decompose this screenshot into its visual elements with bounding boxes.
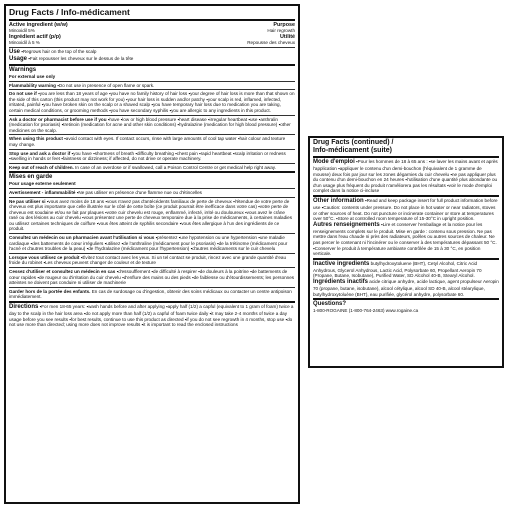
ne-pas-utiliser-label: Ne pas utiliser si [9,198,46,204]
autres-renseignements-label: Autres renseignements [313,221,380,228]
avertissement-label: Avertissement - inflammabilité [9,189,76,195]
questions-label: Questions? [313,301,347,308]
lorsque-text: ▪Évitez tout contact avec les yeux. Si un tel contact se produit, rincez avec une grande quantité d'eau froide du robinet ▪Les cheveux peuvent changer de couleur et de texture [9,254,286,266]
mises-sub: Pour usage externe seulement [9,181,76,187]
divider [9,188,295,189]
when-using-section [9,136,295,147]
divider [9,171,295,173]
consultez-text: ▪présentez ▪une hypotension ou une hypertension ▪une maladie cardiaque ▪des battements de cœur irréguliers ▪utilisez ▪de l'anthraline (médicament pour le psoriasis) ▪de la trétinoïne (médicament pour l'acné et d'autres troubles de la peau) ▪de l'hydralazine (médicament pour l'hypertension) ▪d'autres médicaments sur le cuir chevelu [9,235,288,252]
ingredient-actif-row [9,40,295,46]
keep-out-text: In case of an overdose or if swallowed, call a Poison Control Centre or get medical help right away. [75,164,276,170]
divider [313,156,499,158]
inactive-ingredients-label: Inactive ingredients [313,260,370,267]
use-section [9,49,295,56]
mode-emploi-label: Mode d'emploi [313,159,355,165]
other-information-text: ▪Read and keep package insert for full product information before use ▪Caution: contents under pressure. Do not place in hot water or near radiators, stoves or other sources of heat. Do not puncture or incinerate container or store at temperatures over 50°C. ▪Store at controlled room temperature of 15-30°C in upright position. [313,197,498,222]
ask-doctor-section [9,117,295,134]
mode-emploi-section [313,159,499,194]
directions-section [9,304,295,328]
do-not-use-text: ▪you are less than 18 years of age ▪you have no family history of hair loss ▪your degree of hair loss is more than that shown on the side of this carton (this product may not work for you) ▪your hair loss is sudden and/or patchy ▪your scalp is red, inflamed, infected, irritated, painful ▪you have broken skin on the scalp or a shaved scalp ▪you have temporary hair loss due to medication you are taking, certain medical conditions, or grooming methods ▪you have secondary syphilis ▪you are allergic to any ingredients in this product. [9,91,295,113]
garder-label: Garder hors de la portée des enfants. [9,288,91,294]
ingredient-name-fr: Minoxidil à 5 % [9,40,40,46]
ingredients-inactifs-label: Ingrédients inactifs [313,278,369,285]
ingredient-actif-label: Ingrédient actif (p/p) [9,34,61,40]
divider [9,81,295,82]
divider [9,134,295,135]
garder-text: En cas de surdosage ou d'ingestion, obtenir des soins médicaux ou contacter un centre antipoison immédiatement. [9,288,292,300]
keep-out-label: Keep out of reach of children. [9,164,74,170]
panel-title-line-1: Drug Facts (continued) / [313,139,394,146]
ingredients-inactifs-section [313,279,499,297]
use-text: ▪Regrows hair on the top of the scalp [21,49,97,54]
cessez-label: Cessez d'utiliser et consultez un médecin en cas [9,269,116,275]
ingredient-purpose: Hair regrowth [267,28,295,34]
usage-section [9,56,295,63]
divider [9,287,295,288]
divider [9,301,295,303]
garder-section [9,289,295,300]
cessez-section [9,269,295,286]
mode-emploi-text: ▪Pour les hommes de 18 à 65 ans : ▪se laver les mains avant et après l'application ▪appliquer le contenu d'un demi-bouchon (l'équivalent de 1 gramme de mousse) deux fois par jour sur les zones dégarnies du cuir chevelu ▪ne pas appliquer plus du contenu d'un demi-bouchon en 24 heures ▪l'utilisation d'une quantité plus abondante ou d'un usage plus fréquent du produit n'améliorera pas les résultats ▪voir le mode d'emploi complet dans la notice ci-incluse [313,159,498,194]
warnings-sub: For external use only [9,74,56,79]
mises-en-garde-heading: Mises en garde [9,174,53,181]
divider [9,19,295,21]
avertissement-section [9,190,295,196]
usage-label: Usage [9,56,28,62]
cessez-text: ▪d'essoufflement ▪de difficulté à respirer ▪de douleurs à la poitrine ▪de battements de cœur rapides ▪de rougeur ou d'irritation du cuir chevelu ▪d'enflure des mains ou des pieds ▪de faiblesse ou d'étourdissements; les personnes atteintes ne doivent pas conduire ni utiliser de machinerie [9,269,295,286]
directions-label: Directions [9,304,39,310]
active-ingredient-label: Active ingredient (w/w) [9,22,68,28]
utilite-label: Utilité [280,34,295,40]
autres-renseignements-text: ▪Lire et conserver l'emballage et la notice pour les renseignements complets sur le produit. Mise en garde : contenu sous pression. Ne pas mettre dans l'eau chaude ni près des radiateurs, poêles ou autres sources de chaleur. Ne pas percer le contenant ni l'incinérer ou le conserver à des températures dépassant 50 °C. ▪Conserver le produit à température ambiante contrôlée de 15 à 30 °C, en position verticale. [313,221,497,257]
panel-title: Drug Facts / Info-médicament [9,7,130,17]
drug-facts-panel [4,4,300,504]
usage-text: ▪Fait repousser les cheveux sur le dessus de la tête [28,56,134,61]
keep-out-section [9,165,295,171]
ingredient-purpose-fr: Repousse des cheveux [247,40,295,46]
divider [9,197,295,198]
ne-pas-utiliser-text: ▪vous avez moins de 18 ans ▪vous n'avez pas d'antécédents familiaux de perte de cheveux ▪l'étendue de votre perte de cheveux est plus importante que celle illustrée sur le côté de cette boîte (ce produit pourrait être inefficace dans votre cas) ▪votre perte de cheveux est soudaine et/ou se fait par plaques ▪votre cuir chevelu est rouge, enflammé, infecté, irrité ou douloureux ▪vous avez le crâne rasé ou des lésions au cuir chevelu ▪vous présentez une perte de cheveux temporaire due à la prise de médicaments, à certaines maladies ou utilisez certaines techniques de coiffure ▪vous êtes atteint de syphilis secondaire ▪vous êtes allergique à l'un des ingrédients de ce produit. [9,198,293,232]
use-label: Use [9,49,21,55]
divider [9,233,295,234]
ingredient-name: Minoxidil 5% [9,28,35,34]
divider [9,149,295,150]
other-information-section [313,198,499,222]
divider [9,163,295,164]
purpose-label: Purpose [273,22,295,28]
divider [9,64,295,66]
ask-doctor-text: ▪have ▪low or high blood pressure ▪heart disease ▪irregular heartbeat ▪use ▪anthralin (medication for psoriasis) ▪tretinoin (medication for acne and other skin conditions) ▪hydralazine (medication for high blood pressure) ▪other medicines on the scalp. [9,116,291,133]
divider [313,195,499,197]
do-not-use-label: Do not use if [9,91,37,97]
stop-use-label: Stop use and ask a doctor if [9,150,71,156]
divider [9,267,295,268]
directions-text: ▪For men 18-65 years: ▪wash hands before and after applying ▪apply half (1/2) a capful (equivalent to 1 gram of foam) twice a day to the scalp in the hair loss area ▪do not apply more than half (1/2) a capful of foam twice daily ▪it may take 2-4 months of twice a day usage before you see results ▪for best results, continue to use this product as directed ▪if you do not see regrowth in 4 months, stop use ▪do not use more than directed; using more does not improve results ▪it is important to read the enclosed instructions [9,304,294,328]
do-not-use-section [9,91,295,113]
flammability-label: Flammability warning [9,82,56,88]
other-information-label: Other information [313,197,364,204]
inactive-ingredients-text: butylhydroxytoluene (BHT), Cetyl Alcohol, Citric Acid Anhydrous, Glycerol Anhydrous, Lactic Acid, Polysorbate 60, Propellant Aeropin 70 (Propane, Butane, Isobutane), Purified Water, SD Alcohol 40-B, Stearyl Alcohol. [313,260,482,279]
consultez-label: Consultez un médecin ou un pharmacien avant l'utilisation si vous [9,235,155,241]
flammability-text: ▪Do not use in presence of open flame or spark. [57,82,155,88]
consultez-section [9,235,295,252]
divider [9,115,295,116]
lorsque-label: Lorsque vous utilisez ce produit [9,254,80,260]
questions-text: 1-800-ROGAINE (1-800-764-2463) www.rogaine.ca [313,308,419,314]
stop-use-section [9,151,295,162]
divider [9,89,295,90]
warnings-heading: Warnings [9,67,37,73]
drug-facts-continued-panel [308,136,504,368]
panel-title-line-2: Info-médicament (suite) [313,147,392,154]
lorsque-section [9,255,295,266]
inactive-ingredients-section [313,261,499,279]
flammability-section [9,83,295,89]
divider [9,253,295,254]
when-using-text: ▪avoid contact with eyes. If contact occurs, rinse with large amounts of cool tap water ▪hair colour and texture may change. [9,136,286,147]
avertissement-text: ▪Ne pas utiliser en présence d'une flamme nue ou d'étincelles [76,189,202,195]
divider [313,298,499,300]
ask-doctor-label: Ask a doctor or pharmacist before use if you [9,116,107,122]
autres-renseignements-section [313,222,499,257]
stop-use-text: ▪you have ▪shortness of breath ▪difficulty breathing ▪chest pain ▪rapid heartbeat ▪scalp irritation or redness ▪swelling in hands or feet ▪faintness or dizziness; if affected, do not drive or operate machinery. [9,150,286,162]
ingredients-inactifs-text: acide citrique anhydre, acide lactique, agent propulseur Aeropin 70 (propane, butane, isobutane), alcool cétylique, alcool SD 40-B, alcool stéarylique, butylhydroxytoluène (BHT), eau purifiée, glycérol anhydre, polysorbate 60. [313,278,499,297]
when-using-label: When using this product [9,136,63,142]
divider [9,47,295,48]
ne-pas-utiliser-section [9,199,295,233]
divider [313,258,499,260]
